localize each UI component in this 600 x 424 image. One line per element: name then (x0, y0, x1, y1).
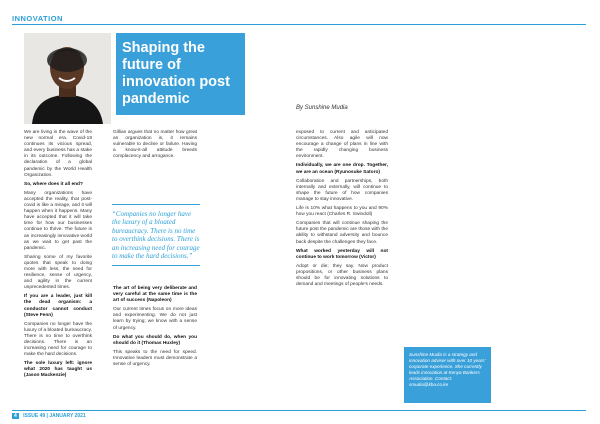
paragraph: Many organizations have accepted the reality, that post-covid is like a mirage, and it will happen when it happens. Many have accepted that it will take time for how our businesses continue to thrive. The future is an increasingly innovative world as we wait to get past the pandemic. (24, 190, 92, 251)
footer (12, 413, 86, 419)
page-number: 4 (14, 413, 17, 419)
subheading: Individually, we are one drop. Together, we are an ocean (Ryunosuke Satoro) (296, 163, 388, 175)
author-bio: Sunshine Mudia is a strategy and innovation adviser with over 10 years' corporate experience. She currently leads innovation at Kenya Bankers Association. Contact: smudia@kba.co.ke (404, 347, 491, 403)
subheading: The sole luxury left: ignore what 2020 has taught us (Jason Mackenzie) (24, 361, 92, 379)
column-2-lower (113, 286, 197, 371)
paragraph: Sharing some of my favorite quotes that speak to doing more with less, the need for resilience, sense of urgency, and agility in the current unprecedented times. (24, 254, 92, 291)
title-box (116, 33, 245, 115)
subheading: So, where does it all end? (24, 181, 83, 187)
pull-quote: “Companies no longer have the luxury of a bloated bureaucracy. There is no time to overthink decisions. There is an increasing need for courage to make the hard decisions.” (112, 204, 200, 266)
column-3 (296, 130, 388, 291)
subheading: The art of being very deliberate and very careful at the same time is the art of success (Napoleon) (113, 286, 197, 304)
column-2 (113, 130, 197, 163)
article-title: Shaping the future of innovation post pandemic (122, 40, 230, 107)
paragraph: Gillian argues that no matter how great an organization is, it remains vulnerable to decline or failure. Having a know-it-all attitude breeds complacency and arrogance. (113, 130, 197, 160)
paragraph: We are living in the wave of the new normal era. Covid-19 continues its vicious spread, and every business has a stake in its outcome. Following the declaration of a global pandemic by the World Health Organization. (24, 130, 92, 178)
author-portrait-icon (24, 33, 111, 124)
paragraph: Collaboration and partnerships, both internally and externally, will continue to shape the future of how companies manage to stay innovative. (296, 178, 388, 202)
paragraph: Adopt or die; they say. Now product propositions, or other business plans should be for innovating solutions to demand and meetings of people's needs. (296, 263, 388, 288)
section-label: INNOVATION (12, 14, 63, 23)
paragraph: This speaks to the need for speed. Innovative leaders must demonstrate a sense of urgency. (113, 349, 197, 368)
author-photo (24, 33, 111, 124)
subheading: What worked yesterday will not continue to work tomorrow (Victor) (296, 248, 388, 260)
paragraph: Companies no longer have the luxury of a bloated bureaucracy. There is no time to overthink decisions. There is an increasing need for courage to make the hard decisions. (24, 321, 92, 358)
paragraph: Companies that will continue shaping the future post the pandemic are those with the ability to withstand adversity and bounce back despite the challenges they face. (296, 221, 388, 245)
section-rule (12, 24, 586, 25)
paragraph: exposed to current and anticipated circumstances. Also agile will now encourage a change of plans in line with the rapidly changing business environment. (296, 130, 388, 160)
column-1 (24, 130, 92, 383)
subheading: If you are a leader, just kill the dead organism: a conductor cannot conduct (Steve Fenn) (24, 294, 92, 318)
paragraph: Our current times focus on more ideas and experimenting. We do not just learn by trying; we know with a sense of urgency. (113, 307, 197, 331)
footer-rule (12, 410, 586, 411)
issue-label: ISSUE 49 | JANUARY 2021 (23, 413, 86, 419)
paragraph: Life is 10% what happens to you and 90% how you react (Charles R. Swindoll) (296, 206, 388, 218)
byline: By Sunshine Mudia (296, 105, 348, 111)
subheading: Do what you should do, when you should do it (Thomas Huxley) (113, 334, 197, 346)
